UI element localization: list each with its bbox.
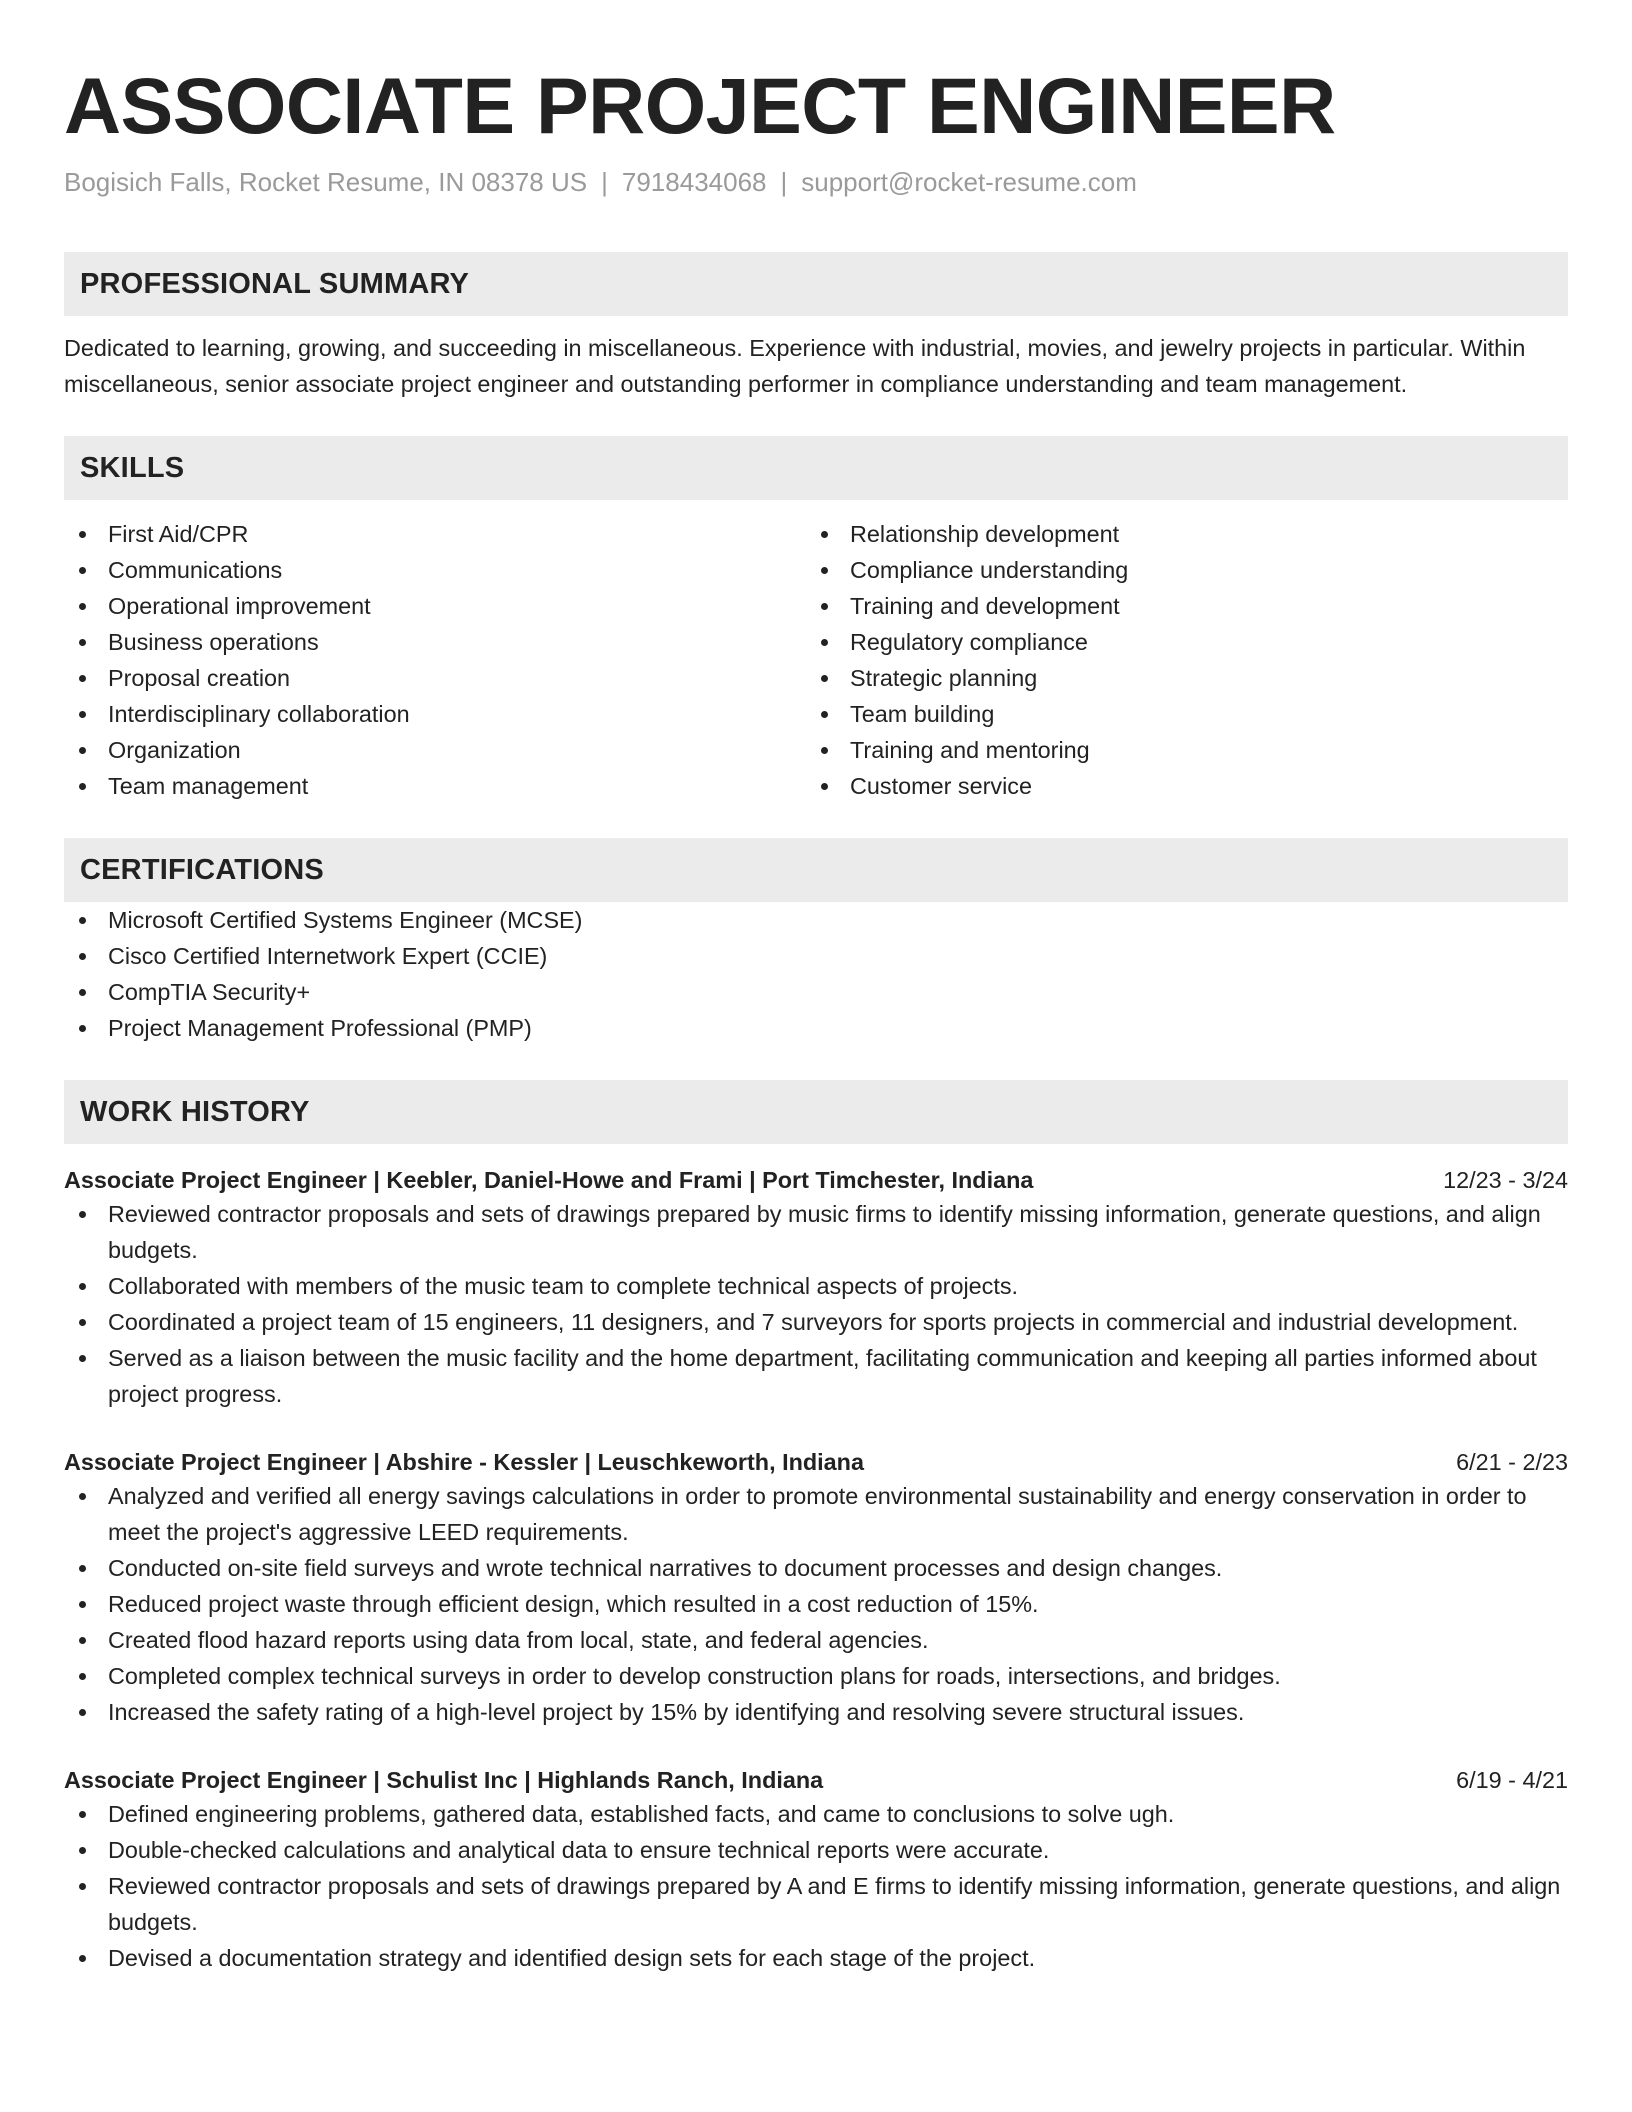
job-bullet: Reduced project waste through efficient design, which resulted in a cost reduction of 15%. (64, 1586, 1568, 1622)
section-heading-certifications: CERTIFICATIONS (64, 838, 1568, 902)
skill-item: Relationship development (806, 516, 1548, 552)
resume-page (64, 58, 1568, 1976)
job-entry (64, 1446, 1568, 1730)
skills-columns (64, 516, 1568, 804)
job-dates: 6/19 - 4/21 (1456, 1767, 1568, 1793)
certifications-list (64, 902, 1568, 1046)
job-bullet: Created flood hazard reports using data from local, state, and federal agencies. (64, 1622, 1568, 1658)
contact-line (64, 164, 1568, 200)
job-header (64, 1446, 1568, 1478)
contact-address: Bogisich Falls, Rocket Resume, IN 08378 US (64, 167, 588, 197)
skill-item: Compliance understanding (806, 552, 1548, 588)
skill-item: Communications (64, 552, 806, 588)
job-dates: 12/23 - 3/24 (1443, 1167, 1568, 1193)
contact-email: support@rocket-resume.com (801, 167, 1137, 197)
section-heading-skills: SKILLS (64, 436, 1568, 500)
job-bullet: Devised a documentation strategy and identified design sets for each stage of the project. (64, 1940, 1568, 1976)
certification-item: Cisco Certified Internetwork Expert (CCIE) (64, 938, 1568, 974)
job-title: Associate Project Engineer | Abshire - Kessler | Leuschkeworth, Indiana (64, 1449, 864, 1475)
skill-item: Proposal creation (64, 660, 806, 696)
skill-item: Operational improvement (64, 588, 806, 624)
job-header (64, 1164, 1568, 1196)
job-title: Associate Project Engineer | Schulist Inc | Highlands Ranch, Indiana (64, 1767, 824, 1793)
section-heading-summary: PROFESSIONAL SUMMARY (64, 252, 1568, 316)
job-title: Associate Project Engineer | Keebler, Daniel-Howe and Frami | Port Timchester, Indiana (64, 1167, 1034, 1193)
skills-column-right (806, 516, 1548, 804)
skill-item: Training and mentoring (806, 732, 1548, 768)
skill-item: Team management (64, 768, 806, 804)
job-bullet: Increased the safety rating of a high-level project by 15% by identifying and resolving severe structural issues. (64, 1694, 1568, 1730)
contact-separator: | (780, 167, 788, 197)
summary-text: Dedicated to learning, growing, and succeeding in miscellaneous. Experience with industrial, movies, and jewelry projects in particular. Within miscellaneous, senior associate project engineer and outstanding performer in compliance understanding and team management. (64, 335, 1526, 397)
job-header (64, 1764, 1568, 1796)
job-bullets (64, 1196, 1568, 1412)
job-bullet: Reviewed contractor proposals and sets of drawings prepared by A and E firms to identify missing information, generate questions, and align budgets. (64, 1868, 1568, 1940)
job-bullet: Coordinated a project team of 15 engineers, 11 designers, and 7 surveyors for sports projects in commercial and industrial development. (64, 1304, 1568, 1340)
skills-list-right (806, 516, 1548, 804)
certification-item: Project Management Professional (PMP) (64, 1010, 1568, 1046)
skill-item: Organization (64, 732, 806, 768)
job-dates: 6/21 - 2/23 (1456, 1449, 1568, 1475)
skill-item: First Aid/CPR (64, 516, 806, 552)
job-bullet: Reviewed contractor proposals and sets of drawings prepared by music firms to identify missing information, generate questions, and align budgets. (64, 1196, 1568, 1268)
job-bullets (64, 1796, 1568, 1976)
job-bullet: Analyzed and verified all energy savings calculations in order to promote environmental sustainability and energy conservation in order to meet the project's aggressive LEED requirements. (64, 1478, 1568, 1550)
job-bullet: Served as a liaison between the music facility and the home department, facilitating communication and keeping all parties informed about project progress. (64, 1340, 1568, 1412)
resume-name: ASSOCIATE PROJECT ENGINEER (64, 61, 1336, 150)
skills-list-left (64, 516, 806, 804)
skill-item: Strategic planning (806, 660, 1548, 696)
skill-item: Interdisciplinary collaboration (64, 696, 806, 732)
contact-phone: 7918434068 (621, 167, 767, 197)
skill-item: Team building (806, 696, 1548, 732)
skill-item: Business operations (64, 624, 806, 660)
job-bullet: Collaborated with members of the music team to complete technical aspects of projects. (64, 1268, 1568, 1304)
certification-item: CompTIA Security+ (64, 974, 1568, 1010)
job-bullet: Double-checked calculations and analytical data to ensure technical reports were accurate. (64, 1832, 1568, 1868)
skill-item: Customer service (806, 768, 1548, 804)
skills-column-left (64, 516, 806, 804)
job-bullet: Defined engineering problems, gathered data, established facts, and came to conclusions to solve ugh. (64, 1796, 1568, 1832)
skill-item: Regulatory compliance (806, 624, 1548, 660)
contact-separator: | (601, 167, 608, 197)
job-bullet: Conducted on-site field surveys and wrote technical narratives to document processes and design changes. (64, 1550, 1568, 1586)
section-heading-work-history: WORK HISTORY (64, 1080, 1568, 1144)
job-entry (64, 1764, 1568, 1976)
job-bullets (64, 1478, 1568, 1730)
job-entry (64, 1164, 1568, 1412)
job-bullet: Completed complex technical surveys in order to develop construction plans for roads, intersections, and bridges. (64, 1658, 1568, 1694)
skill-item: Training and development (806, 588, 1548, 624)
certification-item: Microsoft Certified Systems Engineer (MCSE) (64, 902, 1568, 938)
